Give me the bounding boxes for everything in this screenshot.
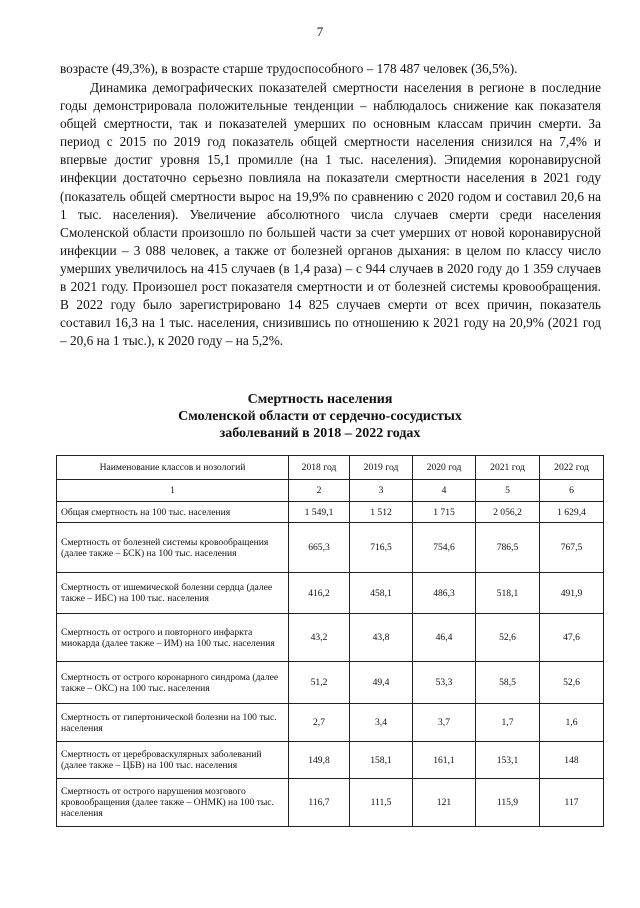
column-index: 2 [289,480,350,502]
column-index: 1 [57,480,289,502]
table-row [57,742,604,779]
row-value: 58,5 [476,662,540,704]
row-value: 52,6 [540,662,604,704]
table-row [57,704,604,742]
table-row [57,779,604,827]
column-index: 6 [540,480,604,502]
row-value: 121 [413,779,476,827]
row-value: 486,3 [413,573,476,614]
row-value: 149,8 [289,742,350,779]
row-value: 458,1 [350,573,413,614]
row-value: 491,9 [540,573,604,614]
table-row [57,573,604,614]
row-value: 786,5 [476,523,540,573]
row-value: 47,6 [540,614,604,662]
row-value: 52,6 [476,614,540,662]
page-number: 7 [316,24,324,39]
row-value: 153,1 [476,742,540,779]
row-value: 115,9 [476,779,540,827]
row-value: 51,2 [289,662,350,704]
row-value: 116,7 [289,779,350,827]
table-header-row [57,456,604,480]
row-label: Смертность от острого нарушения мозгового кровообращения (далее также – ОНМК) на 100 тыс. населения [57,779,289,827]
column-header-year: 2019 год [350,456,413,480]
row-value: 1,7 [476,704,540,742]
row-label: Смертность от гипертонической болезни на 100 тыс. населения [57,704,289,742]
column-header-year: 2022 год [540,456,604,480]
table-heading-line-3: заболеваний в 2018 – 2022 годах [219,426,421,441]
column-index-row [57,480,604,502]
row-value: 3,4 [350,704,413,742]
table-row [57,502,604,523]
table-heading [0,391,640,442]
row-label: Смертность от острого и повторного инфаркта миокарда (далее также – ИМ) на 100 тыс. населения [57,614,289,662]
table-row [57,614,604,662]
column-header-year: 2020 год [413,456,476,480]
row-value: 1 512 [350,502,413,523]
row-value: 518,1 [476,573,540,614]
table-heading-line-2: Смоленской области от сердечно-сосудистых [178,409,462,424]
row-value: 3,7 [413,704,476,742]
row-value: 117 [540,779,604,827]
column-header-year: 2018 год [289,456,350,480]
row-value: 754,6 [413,523,476,573]
continuation-line: возрасте (49,3%), в возрасте старше трудоспособного – 178 487 человек (36,5%). [60,61,518,76]
row-value: 43,2 [289,614,350,662]
row-value: 2 056,2 [476,502,540,523]
row-value: 111,5 [350,779,413,827]
row-label: Смертность от острого коронарного синдрома (далее также – ОКС) на 100 тыс. населения [57,662,289,704]
column-index: 3 [350,480,413,502]
row-value: 49,4 [350,662,413,704]
row-label: Смертность от ишемической болезни сердца (далее также – ИБС) на 100 тыс. населения [57,573,289,614]
table-row [57,662,604,704]
row-label: Смертность от цереброваскулярных заболеваний (далее также – ЦБВ) на 100 тыс. населения [57,742,289,779]
row-value: 1 715 [413,502,476,523]
row-value: 1,6 [540,704,604,742]
row-label: Общая смертность на 100 тыс. населения [57,502,289,523]
row-label: Смертность от болезней системы кровообращения (далее также – БСК) на 100 тыс. населения [57,523,289,573]
table-heading-line-1: Смертность населения [247,392,393,407]
row-value: 43,8 [350,614,413,662]
row-value: 1 629,4 [540,502,604,523]
column-index: 4 [413,480,476,502]
column-header-name: Наименование классов и нозологий [57,456,289,480]
column-header-year: 2021 год [476,456,540,480]
row-value: 46,4 [413,614,476,662]
row-value: 716,5 [350,523,413,573]
row-value: 158,1 [350,742,413,779]
row-value: 2,7 [289,704,350,742]
mortality-table [56,455,604,827]
row-value: 1 549,1 [289,502,350,523]
row-value: 148 [540,742,604,779]
row-value: 161,1 [413,742,476,779]
row-value: 416,2 [289,573,350,614]
column-index: 5 [476,480,540,502]
body-paragraph: Динамика демографических показателей смертности населения в регионе в последние годы демонстрировала положительные тенденции – наблюдалось снижение как показателя общей смертности, так и показателей умерших по основным классам причин смерти. За период с 2015 по 2019 год показатель общей смертности населения снизился на 7,4% и впервые достиг уровня 15,1 промилле (на 1 тыс. населения). Эпидемия коронавирусной инфекции достаточно серьезно повлияла на показатели смертности населения в 2021 году (показатель общей смертности вырос на 19,9% по сравнению с 2020 годом и составил 20,6 на 1 тыс. населения). Увеличение абсолютного числа случаев смерти среди населения Смоленской области произошло по большей части за счет умерших от новой коронавирусной инфекции – 3 088 человек, а также от болезней органов дыхания: в целом по классу число умерших увеличилось на 415 случаев (в 1,4 раза) – с 944 случаев в 2020 году до 1 359 случаев в 2021 году. Произошел рост показателя смертности и от болезней системы кровообращения. В 2022 году было зарегистрировано 14 825 случаев смерти от всех причин, показатель составил 16,3 на 1 тыс. населения, снизившись по отношению к 2021 году на 20,9% (2021 год – 20,6 на 1 тыс.), к 2020 году – на 5,2%. [60,80,601,349]
row-value: 767,5 [540,523,604,573]
table-row [57,523,604,573]
row-value: 53,3 [413,662,476,704]
row-value: 665,3 [289,523,350,573]
